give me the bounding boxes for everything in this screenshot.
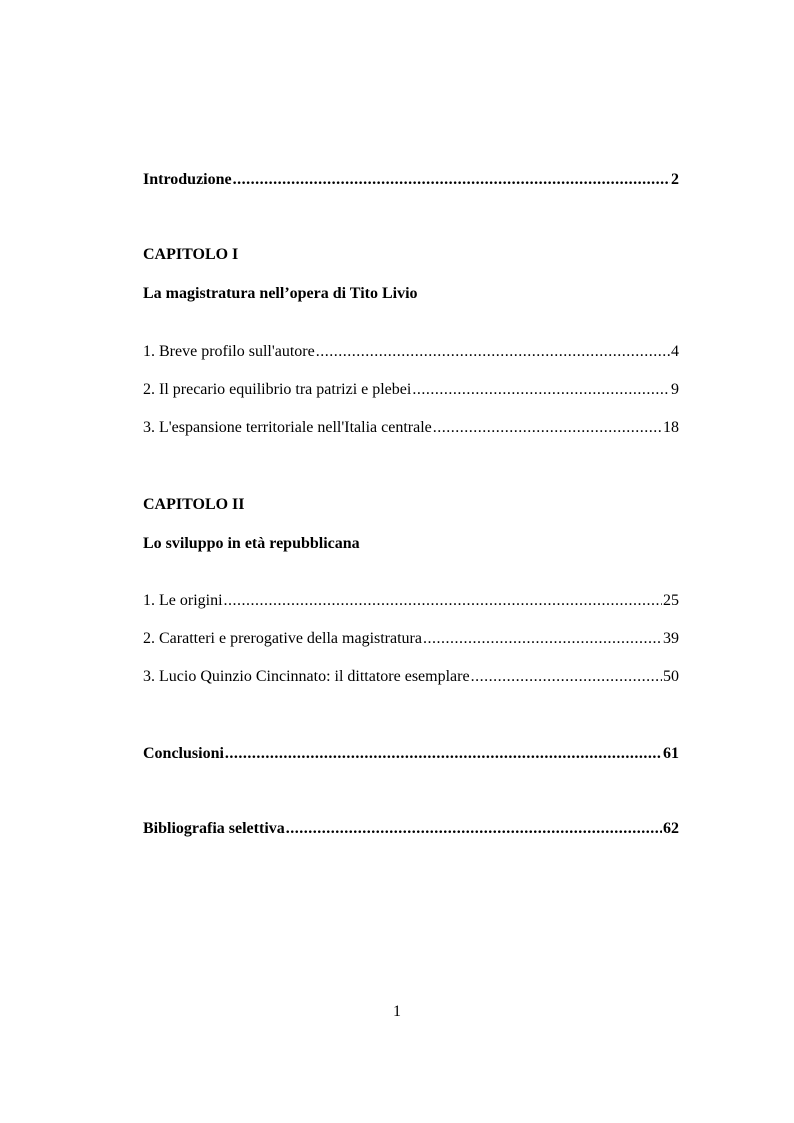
toc-entry-label: 2. Il precario equilibrio tra patrizi e plebei xyxy=(143,381,412,398)
dot-leader xyxy=(233,170,670,190)
dot-leader xyxy=(412,380,670,400)
dot-leader xyxy=(471,667,662,687)
toc-entry-page: 4 xyxy=(671,343,679,360)
toc-entry-chapter-2-section-1 xyxy=(143,591,679,611)
toc-entry-introduction xyxy=(143,170,679,190)
chapter-2-title: Lo sviluppo in età repubblicana xyxy=(143,535,360,552)
dot-leader xyxy=(225,744,662,764)
toc-entry-label: 2. Caratteri e prerogative della magistratura xyxy=(143,630,422,647)
table-of-contents xyxy=(143,0,679,1123)
dot-leader xyxy=(423,629,662,649)
toc-entry-page: 9 xyxy=(671,381,679,398)
toc-entry-chapter-1-section-2 xyxy=(143,380,679,400)
toc-entry-chapter-1-section-1 xyxy=(143,342,679,362)
toc-entry-page: 18 xyxy=(663,419,679,436)
toc-entry-page: 50 xyxy=(663,668,679,685)
dot-leader xyxy=(224,591,662,611)
toc-entry-label: Bibliografia selettiva xyxy=(143,820,285,837)
toc-entry-label: 3. Lucio Quinzio Cincinnato: il dittatore esemplare xyxy=(143,668,470,685)
toc-entry-label: Conclusioni xyxy=(143,745,224,762)
toc-entry-page: 62 xyxy=(663,820,679,837)
chapter-2-number: CAPITOLO II xyxy=(143,496,245,513)
toc-entry-bibliography xyxy=(143,819,679,839)
toc-entry-chapter-1-section-3 xyxy=(143,418,679,438)
page-number: 1 xyxy=(393,1003,401,1020)
chapter-1-number: CAPITOLO I xyxy=(143,246,239,263)
toc-entry-label: Introduzione xyxy=(143,171,232,188)
toc-entry-page: 61 xyxy=(663,745,679,762)
toc-entry-page: 39 xyxy=(663,630,679,647)
chapter-1-title: La magistratura nell’opera di Tito Livio xyxy=(143,285,418,302)
toc-entry-chapter-2-section-2 xyxy=(143,629,679,649)
dot-leader xyxy=(316,342,670,362)
dot-leader xyxy=(433,418,662,438)
toc-entry-label: 3. L'espansione territoriale nell'Italia centrale xyxy=(143,419,432,436)
toc-entry-label: 1. Le origini xyxy=(143,592,223,609)
toc-entry-page: 25 xyxy=(663,592,679,609)
toc-entry-chapter-2-section-3 xyxy=(143,667,679,687)
toc-entry-page: 2 xyxy=(671,171,679,188)
toc-entry-conclusions xyxy=(143,744,679,764)
dot-leader xyxy=(286,819,662,839)
toc-entry-label: 1. Breve profilo sull'autore xyxy=(143,343,315,360)
